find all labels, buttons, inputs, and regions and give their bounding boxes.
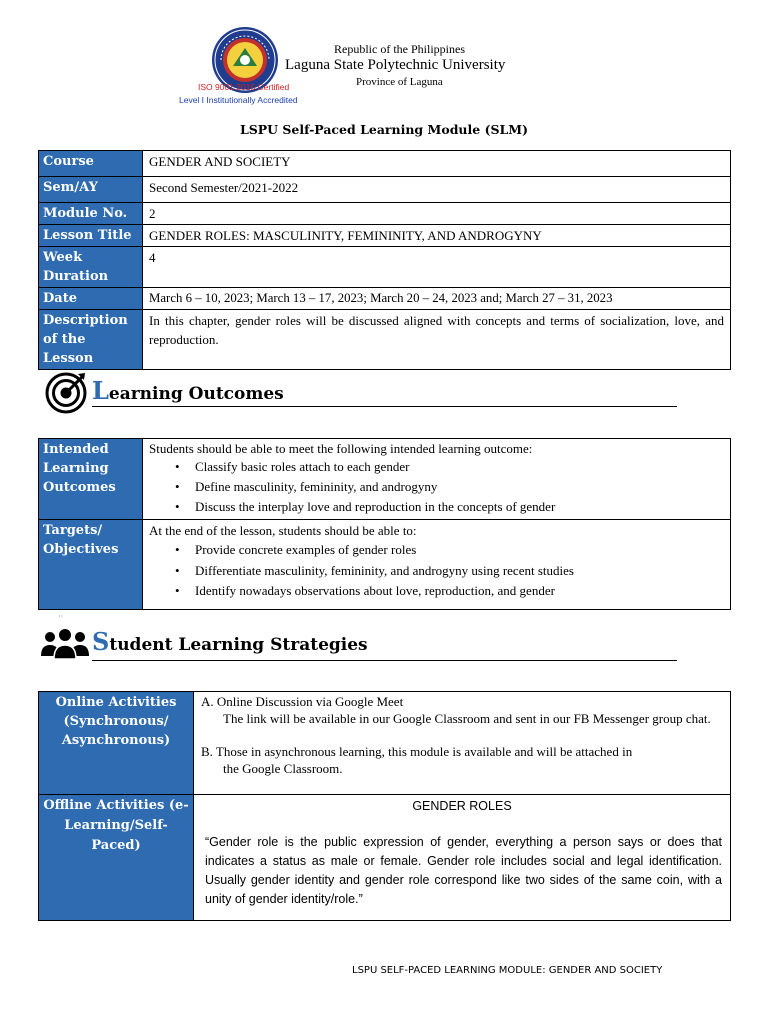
targets-list (175, 540, 724, 602)
university-name: Laguna State Polytechnic University (285, 57, 506, 73)
learning-outcomes-rest: earning Outcomes (108, 384, 284, 404)
list-item: • Identify nowadays observations about love, reproduction, and gender (175, 581, 724, 602)
republic-line: Republic of the Philippines (334, 42, 465, 56)
week-duration-row (39, 247, 731, 288)
province-line: Province of Laguna (356, 76, 443, 88)
asynchronous-note-cont: the Google Classroom. (223, 761, 343, 776)
sem-label: Sem/AY (39, 177, 143, 203)
lesson-title-label: Lesson Title (39, 225, 143, 247)
module-no-value: 2 (143, 203, 731, 225)
gender-roles-title: GENDER ROLES (412, 799, 512, 813)
asynchronous-note: B. Those in asynchronous learning, this module is available and will be attached in (201, 744, 633, 759)
course-label: Course (39, 151, 143, 177)
date-label: Date (39, 288, 143, 310)
module-no-row (39, 203, 731, 225)
learning-outcomes-heading (40, 368, 680, 414)
online-discussion-title: A. Online Discussion via Google Meet (201, 694, 404, 709)
targets-intro: At the end of the lesson, students should be able to: (149, 523, 417, 538)
online-activities-content (194, 692, 731, 795)
learning-outcomes-initial: L (92, 376, 109, 405)
module-no-label: Module No. (39, 203, 143, 225)
intended-outcomes-list (175, 457, 724, 517)
offline-activities-row (39, 795, 731, 921)
course-row (39, 151, 731, 177)
targets-label: Targets/ Objectives (39, 520, 143, 610)
document-header (0, 24, 768, 114)
gender-role-quote: “Gender role is the public expression of gender, everything a person says or does that indicates a status as male or female. Gender role includes social and legal identification. Usually gender identity and gender role correspond like two sides of the same coin, with a unity of gender identity/role.” (205, 835, 722, 906)
course-info-table (38, 150, 731, 370)
sem-row (39, 177, 731, 203)
strategies-underline (92, 660, 677, 661)
online-activities-label: Online Activities (Synchronous/ Asynchronous) (39, 692, 194, 795)
date-value: March 6 – 10, 2023; March 13 – 17, 2023; March 20 – 24, 2023 and; March 27 – 31, 2023 (143, 288, 731, 310)
intended-outcomes-content (143, 439, 731, 520)
list-item: • Provide concrete examples of gender roles (175, 540, 724, 561)
targets-row (39, 520, 731, 610)
module-title: LSPU Self-Paced Learning Module (SLM) (239, 122, 529, 137)
list-item: • Discuss the interplay love and reproduction in the concepts of gender (175, 497, 724, 517)
strategies-initial: S (92, 627, 110, 656)
week-duration-label: Week Duration (39, 247, 143, 288)
online-activities-row (39, 692, 731, 795)
page-footer: LSPU SELF-PACED LEARNING MODULE: GENDER AND SOCIETY (352, 965, 663, 976)
intended-outcomes-row (39, 439, 731, 520)
list-item: • Define masculinity, femininity, and androgyny (175, 477, 724, 497)
lesson-title-value: GENDER ROLES: MASCULINITY, FEMININITY, AND ANDROGYNY (143, 225, 731, 247)
sem-value: Second Semester/2021-2022 (143, 177, 731, 203)
offline-activities-content (194, 795, 731, 921)
lesson-title-row (39, 225, 731, 247)
offline-activities-label: Offline Activities (e-Learning/Self-Paced) (39, 795, 194, 921)
iso-certification: ISO 9001:2015 Certified (198, 82, 290, 92)
learning-outcomes-underline (92, 406, 677, 407)
list-item: • Differentiate masculinity, femininity, and androgyny using recent studies (175, 561, 724, 582)
online-discussion-body: The link will be available in our Google Classroom and sent in our FB Messenger group chat. (223, 711, 711, 726)
learning-outcomes-table (38, 438, 731, 610)
accreditation-level: Level I Institutionally Accredited (179, 95, 298, 105)
course-value: GENDER AND SOCIETY (143, 151, 731, 177)
description-value: In this chapter, gender roles will be discussed aligned with concepts and terms of socialization, love, and reproduction. (143, 310, 731, 370)
strategies-title (92, 627, 368, 656)
strategies-rest: tudent Learning Strategies (109, 635, 368, 655)
group-icon (40, 628, 90, 660)
date-row (39, 288, 731, 310)
target-icon (44, 370, 88, 414)
learning-outcomes-title (92, 376, 284, 405)
intended-outcomes-intro: Students should be able to meet the following intended learning outcome: (149, 441, 533, 456)
strategies-heading (40, 620, 680, 664)
targets-content (143, 520, 731, 610)
description-row (39, 310, 731, 370)
stray-dots: ·· (58, 612, 64, 621)
week-duration-value: 4 (143, 247, 731, 288)
intended-outcomes-label: Intended Learning Outcomes (39, 439, 143, 520)
strategies-table (38, 691, 731, 921)
description-label: Description of the Lesson (39, 310, 143, 370)
list-item: • Classify basic roles attach to each gender (175, 457, 724, 477)
